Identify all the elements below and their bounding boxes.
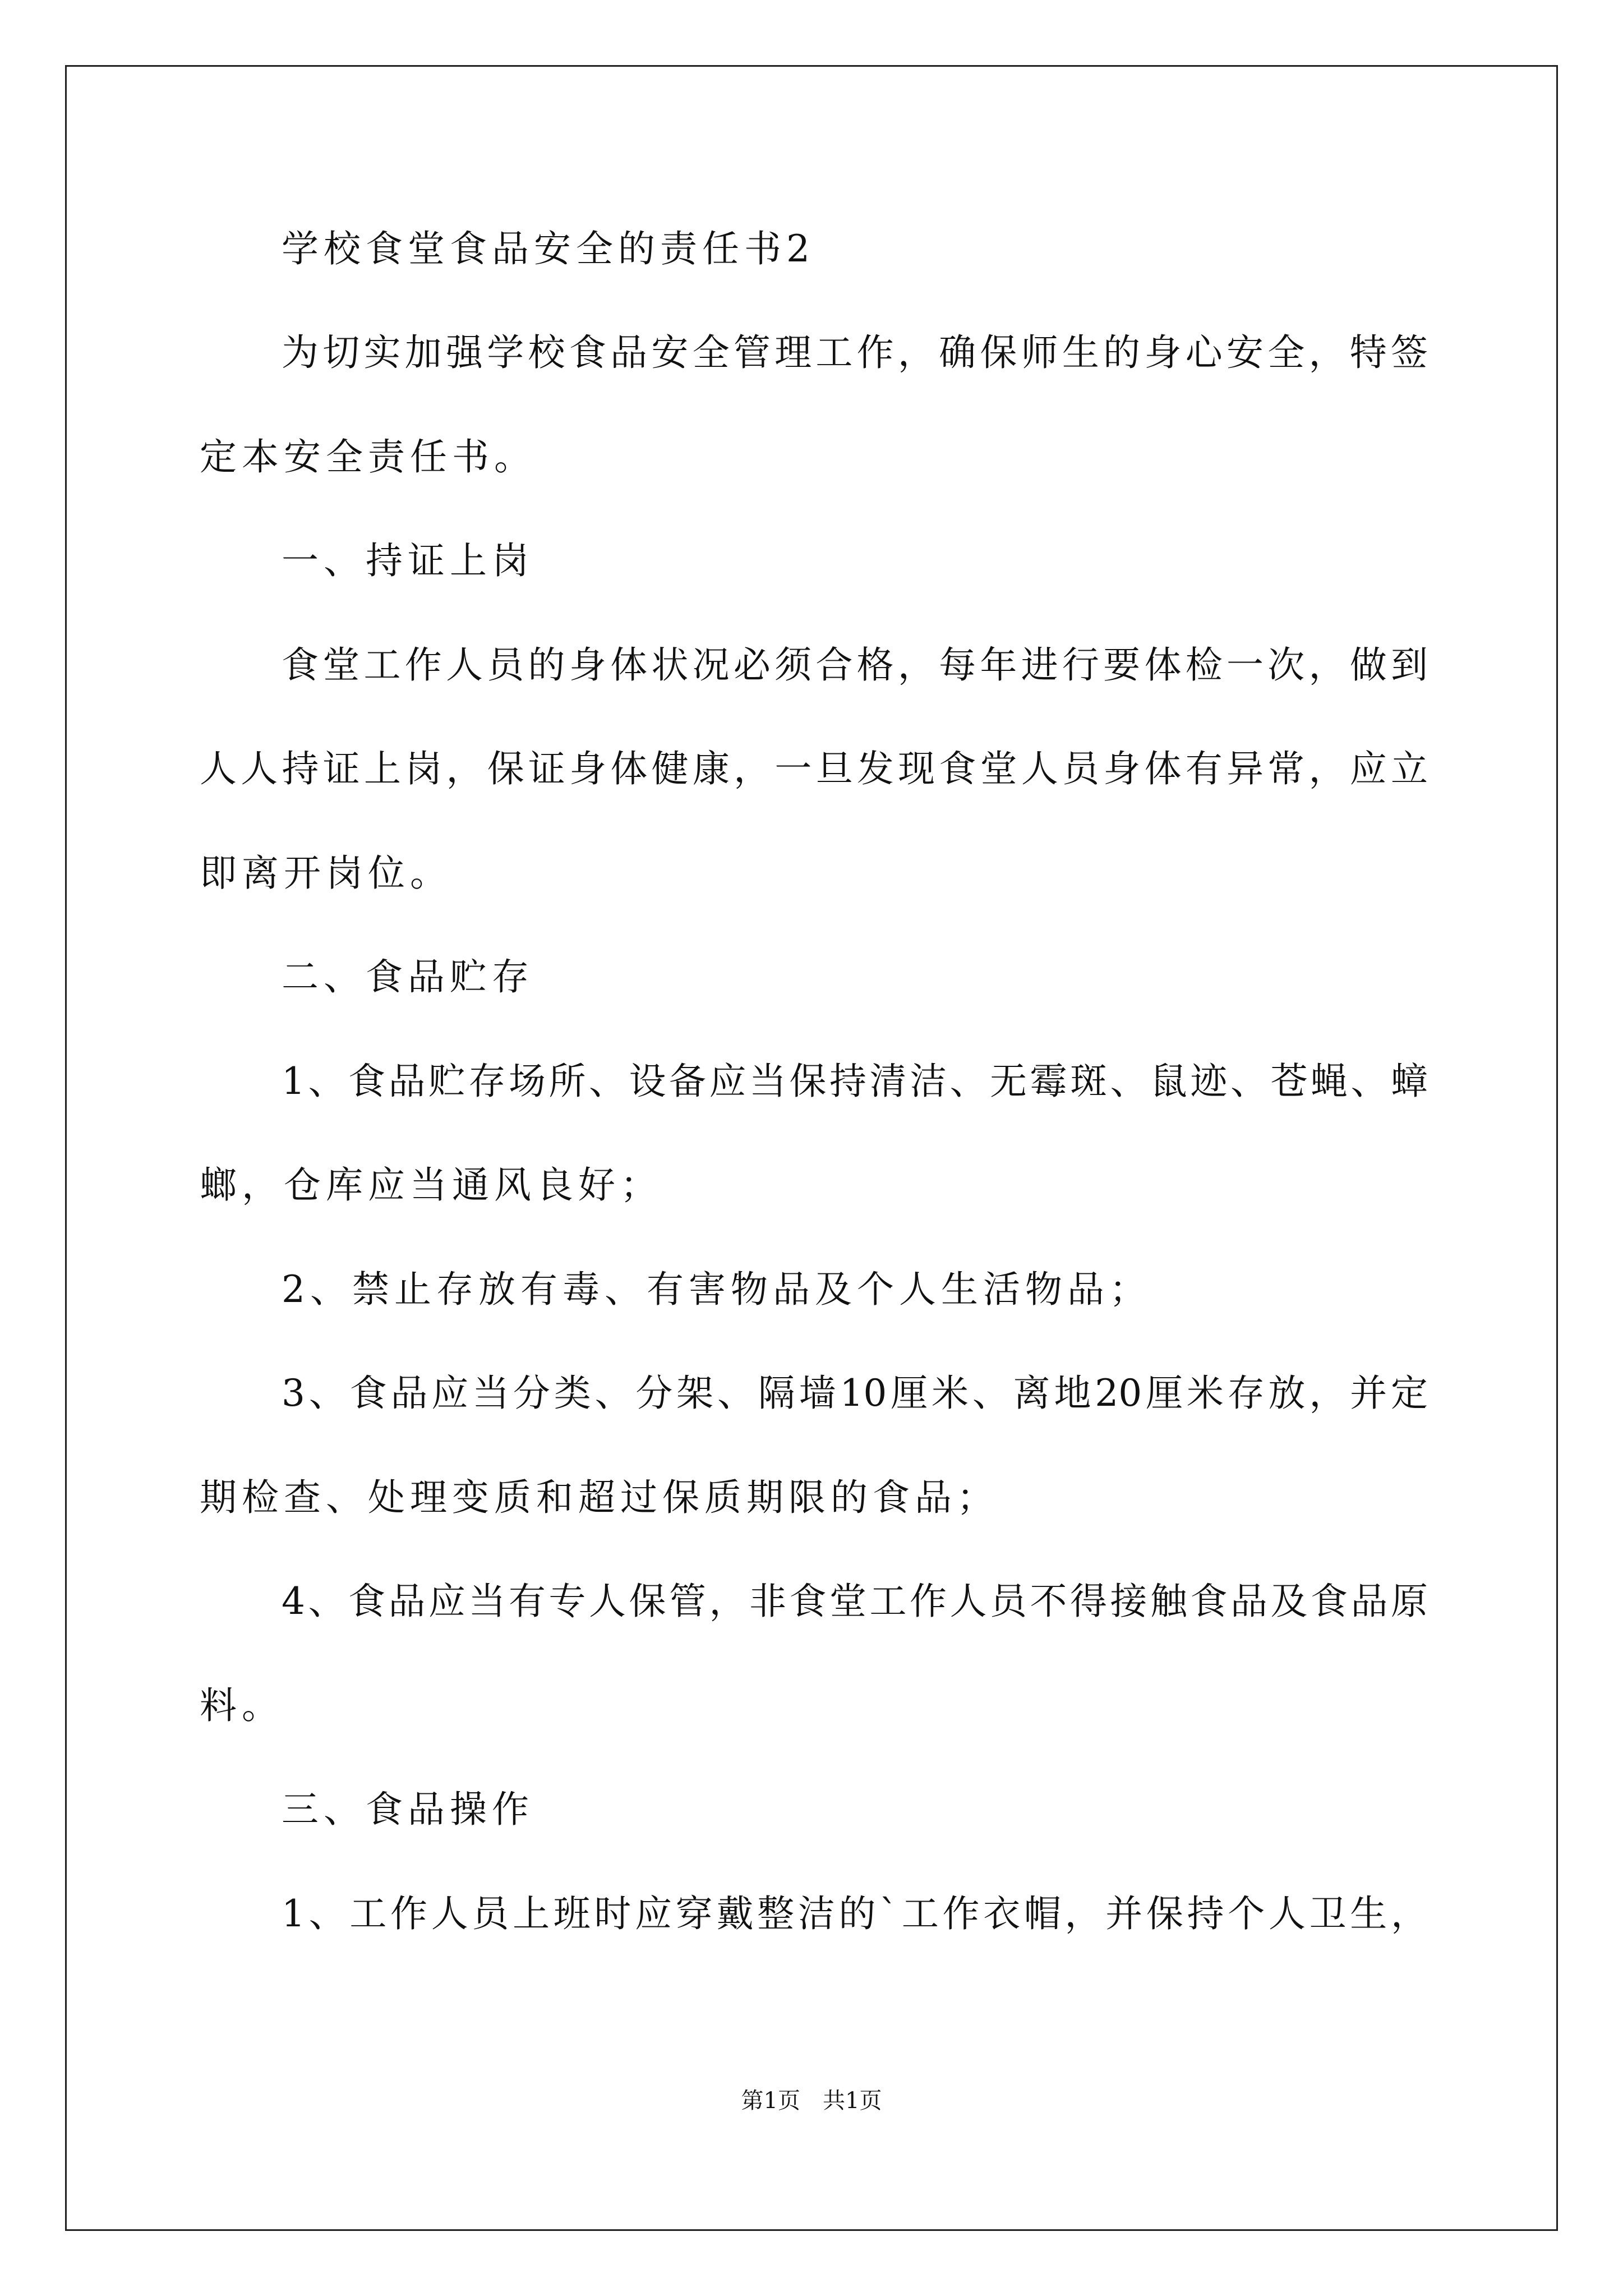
section-heading: 二、食品贮存 bbox=[282, 955, 534, 999]
paragraph-line: 3、食品应当分类、分架、隔墙10厘米、离地20厘米存放，并定 bbox=[282, 1372, 1428, 1415]
paragraph-line: 4、食品应当有专人保管，非食堂工作人员不得接触食品及食品原 bbox=[282, 1580, 1428, 1623]
paragraph-line: 1、食品贮存场所、设备应当保持清洁、无霉斑、鼠迹、苍蝇、蟑 bbox=[282, 1060, 1428, 1103]
paragraph-line: 料。 bbox=[200, 1684, 284, 1727]
paragraph-line: 1、工作人员上班时应穿戴整洁的`工作衣帽，并保持个人卫生， bbox=[282, 1892, 1428, 1935]
document-title: 学校食堂食品安全的责任书2 bbox=[282, 227, 815, 270]
section-heading: 一、持证上岗 bbox=[282, 539, 534, 582]
paragraph-line: 人人持证上岗，保证身体健康，一旦发现食堂人员身体有异常，应立 bbox=[200, 747, 1428, 790]
paragraph-line: 2、禁止存放有毒、有害物品及个人生活物品； bbox=[282, 1268, 1151, 1311]
paragraph-line: 食堂工作人员的身体状况必须合格，每年进行要体检一次，做到 bbox=[282, 643, 1428, 687]
paragraph-line: 为切实加强学校食品安全管理工作，确保师生的身心安全，特签 bbox=[282, 331, 1428, 374]
paragraph-line: 定本安全责任书。 bbox=[200, 435, 536, 478]
page-number: 第1页 共1页 bbox=[741, 2088, 882, 2114]
paragraph-line: 螂，仓库应当通风良好； bbox=[200, 1163, 662, 1207]
section-heading: 三、食品操作 bbox=[282, 1788, 534, 1831]
paragraph-line: 即离开岗位。 bbox=[200, 852, 452, 895]
paragraph-line: 期检查、处理变质和超过保质期限的食品； bbox=[200, 1476, 999, 1519]
